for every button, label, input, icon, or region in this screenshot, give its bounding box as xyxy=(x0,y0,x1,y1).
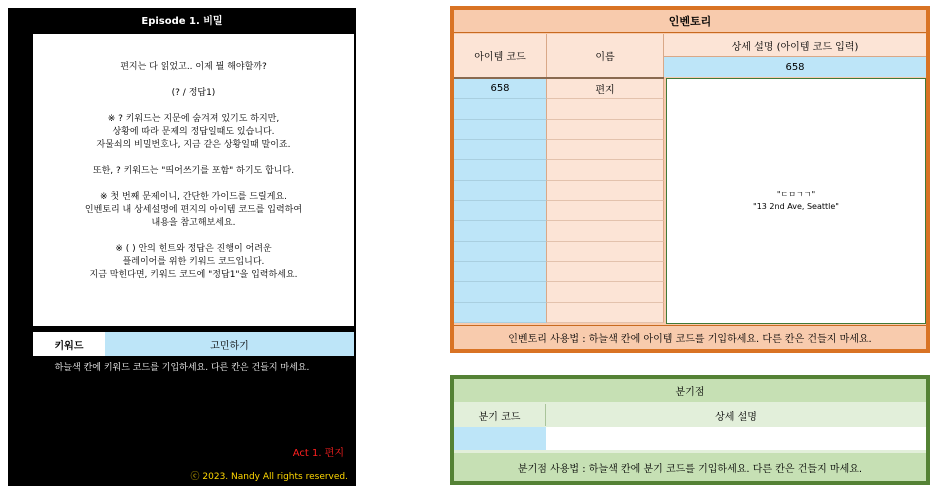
item-code-cell[interactable] xyxy=(454,140,547,160)
story-paragraph: (? / 정답1) xyxy=(171,88,216,98)
item-name-cell xyxy=(547,140,664,160)
item-code-cell[interactable] xyxy=(454,120,547,140)
item-name-cell xyxy=(547,303,664,323)
story-paragraph: ※ 첫 번째 문제이니, 간단한 가이드를 드릴게요. 인벤토리 내 상세설명에 편지의 아이템 코드를 입력하여 내용을 참고해보세요. xyxy=(84,192,303,228)
branch-title: 분기점 xyxy=(454,379,926,402)
item-description-line: "13 2nd Ave, Seattle" xyxy=(753,202,839,211)
item-description-box xyxy=(666,78,926,324)
item-code-cell[interactable] xyxy=(454,221,547,241)
inventory-usage-text: 인벤토리 사용법 : 하늘색 칸에 아이템 코드를 기입하세요. 다른 칸은 건들지 마세요. xyxy=(454,325,926,349)
item-code-cell[interactable] xyxy=(454,262,547,282)
item-name-cell xyxy=(547,221,664,241)
inventory-title: 인벤토리 xyxy=(454,10,926,33)
item-name-cell xyxy=(547,242,664,262)
branch-description xyxy=(546,427,926,450)
story-paragraph: ※ ? 키워드는 지문에 숨겨져 있기도 하지만, 상황에 따라 문제의 정답일때도 있습니다. 자물쇠의 비밀번호나, 지금 같은 상황일때 말이죠. xyxy=(96,114,291,150)
item-name-cell xyxy=(547,160,664,180)
item-name-cell xyxy=(547,99,664,119)
story-paragraph: ※ ( ) 안의 힌트와 정답은 진행이 어려운 플레이어를 위한 키워드 코드입니다. 지금 막힌다면, 키워드 코드에 "정답1"을 입력하세요. xyxy=(89,244,298,280)
act-label: Act 1. 편지 xyxy=(292,448,344,459)
keyword-label: 키워드 xyxy=(33,332,105,356)
episode-title: Episode 1. 비밀 xyxy=(141,16,223,27)
item-name-cell xyxy=(547,282,664,302)
item-code-column xyxy=(454,79,547,323)
branch-usage-text: 분기점 사용법 : 하늘색 칸에 분기 코드를 기입하세요. 다른 칸은 건들지 마세요. xyxy=(454,453,926,481)
item-desc-header: 상세 설명 (아이템 코드 입력) xyxy=(664,34,926,56)
item-code-cell[interactable]: 658 xyxy=(454,79,547,99)
item-code-cell[interactable] xyxy=(454,99,547,119)
item-name-cell: 편지 xyxy=(547,79,664,99)
item-name-cell xyxy=(547,181,664,201)
story-text-box xyxy=(33,34,354,326)
story-panel xyxy=(8,8,356,486)
keyword-instructions: 하늘색 칸에 키워드 코드를 기입하세요. 다른 칸은 건들지 마세요. xyxy=(54,363,310,373)
keyword-row xyxy=(33,332,354,356)
branch-code-header: 분기 코드 xyxy=(454,404,546,426)
item-name-column xyxy=(547,79,664,323)
item-code-cell[interactable] xyxy=(454,282,547,302)
item-description-line: "ㄷㅁㄱㄱ" xyxy=(776,190,816,199)
item-code-cell[interactable] xyxy=(454,303,547,323)
item-code-cell[interactable] xyxy=(454,201,547,221)
branch-desc-header: 상세 설명 xyxy=(546,404,926,426)
item-code-cell[interactable] xyxy=(454,160,547,180)
branch-panel xyxy=(450,375,930,485)
inventory-panel xyxy=(450,6,930,353)
item-desc-code-input[interactable]: 658 xyxy=(664,56,926,77)
branch-code-input[interactable] xyxy=(454,427,546,450)
item-code-cell[interactable] xyxy=(454,242,547,262)
item-code-cell[interactable] xyxy=(454,181,547,201)
item-name-cell xyxy=(547,262,664,282)
copyright-text: ⓒ 2023. Nandy All rights reserved. xyxy=(190,472,348,482)
item-name-cell xyxy=(547,201,664,221)
story-paragraph: 편지는 다 읽었고.. 이제 뭘 해야할까? xyxy=(120,62,267,72)
keyword-input[interactable]: 고민하기 xyxy=(105,332,354,356)
item-code-header: 아이템 코드 xyxy=(454,34,547,77)
item-name-header: 이름 xyxy=(547,34,664,77)
story-paragraph: 또한, ? 키워드는 "띄어쓰기를 포함" 하기도 합니다. xyxy=(92,166,295,176)
item-name-cell xyxy=(547,120,664,140)
